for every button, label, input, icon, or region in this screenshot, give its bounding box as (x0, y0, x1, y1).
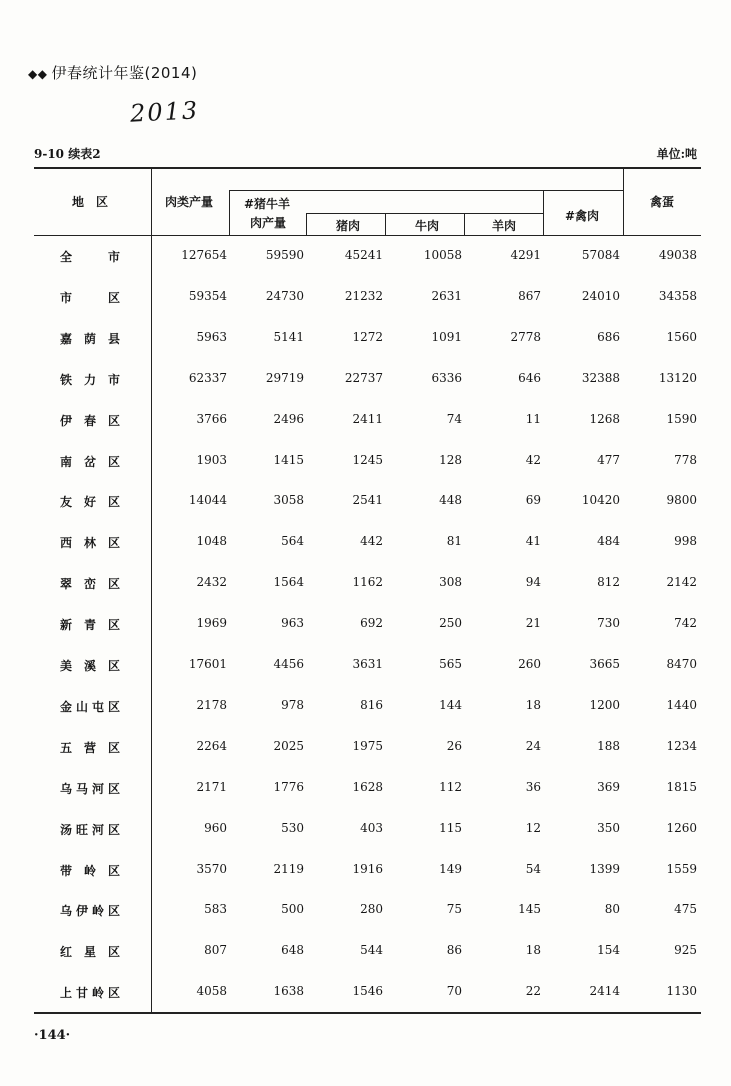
poultry-cell: 369 (597, 779, 620, 794)
pork-cell: 1628 (352, 779, 383, 794)
eggs-cell: 34358 (658, 288, 697, 303)
beef-cell: 81 (446, 534, 462, 549)
table-row (0, 453, 731, 473)
table-row (0, 493, 731, 513)
region-cell: 五营区 (60, 740, 120, 755)
column-header-pork-beef-mutton-output: 肉产量 (250, 216, 287, 230)
mutton-cell: 36 (525, 779, 541, 794)
mutton-cell: 42 (525, 452, 541, 467)
mutton-cell: 24 (525, 738, 541, 753)
pork-beef-mutton-cell: 530 (281, 820, 304, 835)
eggs-cell: 9800 (666, 493, 697, 508)
eggs-cell: 1130 (666, 984, 697, 999)
region-cell: 金山屯区 (60, 699, 120, 714)
pork-beef-mutton-cell: 2119 (273, 861, 304, 876)
table-row (0, 862, 731, 882)
column-header-region: 地 区 (72, 195, 109, 209)
eggs-cell: 475 (674, 902, 697, 917)
poultry-cell: 1399 (589, 861, 620, 876)
poultry-cell: 1268 (589, 411, 620, 426)
poultry-cell: 10420 (581, 493, 620, 508)
poultry-cell: 188 (597, 738, 620, 753)
beef-cell: 308 (439, 575, 462, 590)
poultry-cell: 3665 (589, 657, 620, 671)
column-header-pork-beef-mutton: #猪牛羊 (244, 197, 291, 211)
meat-total-cell: 59354 (188, 288, 227, 303)
eggs-cell: 1559 (666, 861, 697, 876)
meat-total-cell: 3766 (196, 411, 227, 426)
table-row (0, 289, 731, 309)
pork-cell: 1272 (352, 329, 383, 344)
pork-beef-mutton-cell: 1638 (273, 984, 304, 999)
pork-beef-mutton-cell: 1564 (273, 575, 304, 590)
table-row (0, 821, 731, 841)
pork-beef-mutton-cell: 2496 (273, 411, 304, 426)
table-row (0, 739, 731, 759)
poultry-cell: 484 (597, 534, 620, 549)
diamond-marker-icon: ◆◆ (28, 67, 48, 81)
beef-cell: 2631 (431, 288, 462, 303)
table-row (0, 616, 731, 636)
poultry-cell: 477 (597, 452, 620, 467)
meat-total-cell: 960 (204, 820, 227, 835)
beef-cell: 112 (439, 779, 462, 794)
region-cell: 西林区 (60, 536, 120, 551)
mutton-cell: 867 (518, 288, 541, 303)
header-sub-rule-2 (306, 213, 543, 214)
mutton-cell: 18 (525, 697, 541, 712)
header-divider (464, 213, 465, 235)
pork-beef-mutton-cell: 963 (281, 616, 304, 631)
poultry-cell: 730 (597, 616, 620, 631)
header-divider (229, 190, 230, 235)
pork-cell: 2541 (352, 493, 383, 508)
beef-cell: 448 (439, 493, 462, 508)
region-cell: 带岭区 (60, 863, 120, 878)
eggs-cell: 1234 (666, 738, 697, 753)
pork-beef-mutton-cell: 3058 (273, 493, 304, 508)
pork-cell: 3631 (352, 657, 383, 671)
region-cell: 新青区 (60, 618, 120, 633)
pork-cell: 1546 (352, 984, 383, 999)
mutton-cell: 69 (525, 493, 541, 508)
meat-total-cell: 3570 (196, 861, 227, 876)
beef-cell: 6336 (431, 370, 462, 385)
book-title: 伊春统计年鉴(2014) (51, 64, 198, 82)
mutton-cell: 260 (518, 657, 541, 671)
meat-total-cell: 1903 (196, 452, 227, 467)
pork-beef-mutton-cell: 1415 (273, 452, 304, 467)
beef-cell: 565 (439, 657, 462, 671)
column-header-eggs: 禽蛋 (650, 195, 675, 209)
meat-total-cell: 583 (204, 902, 227, 917)
poultry-cell: 57084 (581, 248, 620, 262)
poultry-cell: 2414 (589, 984, 620, 999)
beef-cell: 144 (439, 697, 462, 712)
table-row (0, 943, 731, 963)
beef-cell: 10058 (423, 248, 462, 262)
meat-total-cell: 62337 (188, 370, 227, 385)
beef-cell: 115 (439, 820, 462, 835)
eggs-cell: 1560 (666, 329, 697, 344)
region-cell: 美溪区 (60, 659, 120, 673)
pork-cell: 442 (360, 534, 383, 549)
pork-cell: 280 (360, 902, 383, 917)
pork-cell: 1245 (352, 452, 383, 467)
pork-beef-mutton-cell: 978 (281, 697, 304, 712)
table-row (0, 575, 731, 595)
eggs-cell: 1260 (666, 820, 697, 835)
region-cell: 伊春区 (60, 413, 120, 428)
table-bottom-rule (34, 1012, 701, 1014)
pork-beef-mutton-cell: 2025 (273, 738, 304, 753)
mutton-cell: 22 (525, 984, 541, 999)
mutton-cell: 11 (525, 411, 541, 426)
region-cell: 翠峦区 (60, 577, 120, 592)
table-row (0, 371, 731, 391)
mutton-cell: 646 (518, 370, 541, 385)
poultry-cell: 350 (597, 820, 620, 835)
meat-total-cell: 1048 (196, 534, 227, 549)
beef-cell: 75 (446, 902, 462, 917)
eggs-cell: 742 (674, 616, 697, 631)
table-row (0, 657, 731, 677)
beef-cell: 86 (446, 943, 462, 958)
column-header-beef: 牛肉 (415, 219, 440, 233)
pork-beef-mutton-cell: 1776 (273, 779, 304, 794)
table-row (0, 534, 731, 554)
region-cell: 嘉荫县 (60, 331, 120, 346)
pork-cell: 692 (360, 616, 383, 631)
eggs-cell: 1590 (666, 411, 697, 426)
eggs-cell: 49038 (658, 248, 697, 262)
meat-total-cell: 127654 (181, 248, 227, 262)
eggs-cell: 2142 (666, 575, 697, 590)
beef-cell: 74 (446, 411, 462, 426)
eggs-cell: 998 (674, 534, 697, 549)
mutton-cell: 18 (525, 943, 541, 958)
pork-beef-mutton-cell: 59590 (265, 248, 304, 262)
region-cell: 汤旺河区 (60, 822, 120, 837)
table-row (0, 330, 731, 350)
beef-cell: 1091 (431, 329, 462, 344)
pork-cell: 21232 (344, 288, 383, 303)
pork-cell: 1916 (352, 861, 383, 876)
pork-cell: 544 (360, 943, 383, 958)
region-cell: 友好区 (60, 495, 120, 510)
table-title: 9-10 续表2 (34, 147, 101, 161)
header-divider (543, 190, 544, 235)
beef-cell: 149 (439, 861, 462, 876)
meat-total-cell: 1969 (196, 616, 227, 631)
table-row (0, 780, 731, 800)
eggs-cell: 1815 (666, 779, 697, 794)
header-sub-rule (229, 190, 623, 191)
region-cell: 乌伊岭区 (60, 904, 120, 919)
meat-total-cell: 2432 (196, 575, 227, 590)
handwritten-year-annotation: 2013 (129, 96, 200, 128)
pork-cell: 22737 (344, 370, 383, 385)
region-cell: 南岔区 (60, 454, 120, 469)
poultry-cell: 154 (597, 943, 620, 958)
mutton-cell: 54 (525, 861, 541, 876)
region-cell: 铁力市 (60, 372, 120, 387)
meat-total-cell: 2264 (196, 738, 227, 753)
mutton-cell: 94 (525, 575, 541, 590)
pork-cell: 403 (360, 820, 383, 835)
poultry-cell: 32388 (581, 370, 620, 385)
eggs-cell: 925 (674, 943, 697, 958)
mutton-cell: 145 (518, 902, 541, 917)
pork-beef-mutton-cell: 5141 (273, 329, 304, 344)
header-divider (306, 213, 307, 235)
pork-beef-mutton-cell: 500 (281, 902, 304, 917)
eggs-cell: 1440 (666, 697, 697, 712)
eggs-cell: 8470 (666, 657, 697, 671)
table-top-rule (34, 167, 701, 169)
meat-total-cell: 4058 (196, 984, 227, 999)
meat-total-cell: 2171 (196, 779, 227, 794)
meat-total-cell: 5963 (196, 329, 227, 344)
column-header-meat-total: 肉类产量 (165, 195, 214, 209)
eggs-cell: 13120 (658, 370, 697, 385)
region-cell: 乌马河区 (60, 781, 120, 796)
column-header-mutton: 羊肉 (492, 219, 517, 233)
table-row (0, 412, 731, 432)
poultry-cell: 80 (604, 902, 620, 917)
eggs-cell: 778 (674, 452, 697, 467)
beef-cell: 26 (446, 738, 462, 753)
pork-cell: 2411 (352, 411, 383, 426)
poultry-cell: 686 (597, 329, 620, 344)
header-bottom-rule (34, 235, 701, 236)
region-cell: 红星区 (60, 945, 120, 960)
column-header-poultry: #禽肉 (565, 209, 600, 223)
meat-total-cell: 17601 (188, 657, 227, 671)
poultry-cell: 812 (597, 575, 620, 590)
pork-beef-mutton-cell: 29719 (265, 370, 304, 385)
beef-cell: 250 (439, 616, 462, 631)
meat-total-cell: 807 (204, 943, 227, 958)
pork-beef-mutton-cell: 4456 (273, 657, 304, 671)
header-divider (385, 213, 386, 235)
meat-total-cell: 14044 (188, 493, 227, 508)
page-number: ·144· (34, 1028, 71, 1043)
column-header-pork: 猪肉 (336, 219, 361, 233)
pork-cell: 1975 (352, 738, 383, 753)
region-cell: 上甘岭区 (60, 986, 120, 1001)
table-row (0, 248, 731, 268)
beef-cell: 70 (446, 984, 462, 999)
region-cell: 全市 (60, 250, 120, 264)
mutton-cell: 12 (525, 820, 541, 835)
pork-cell: 816 (360, 697, 383, 712)
table-row (0, 984, 731, 1004)
pork-beef-mutton-cell: 24730 (265, 288, 304, 303)
table-row (0, 698, 731, 718)
poultry-cell: 24010 (581, 288, 620, 303)
mutton-cell: 21 (525, 616, 541, 631)
meat-total-cell: 2178 (196, 697, 227, 712)
mutton-cell: 2778 (510, 329, 541, 344)
pork-beef-mutton-cell: 564 (281, 534, 304, 549)
table-row (0, 902, 731, 922)
header-divider (623, 167, 624, 235)
poultry-cell: 1200 (589, 697, 620, 712)
pork-beef-mutton-cell: 648 (281, 943, 304, 958)
beef-cell: 128 (439, 452, 462, 467)
unit-label: 单位:吨 (656, 147, 697, 161)
mutton-cell: 4291 (510, 248, 541, 262)
region-cell: 市区 (60, 290, 120, 305)
pork-cell: 1162 (352, 575, 383, 590)
book-header (28, 62, 197, 83)
mutton-cell: 41 (525, 534, 541, 549)
pork-cell: 45241 (344, 248, 383, 262)
